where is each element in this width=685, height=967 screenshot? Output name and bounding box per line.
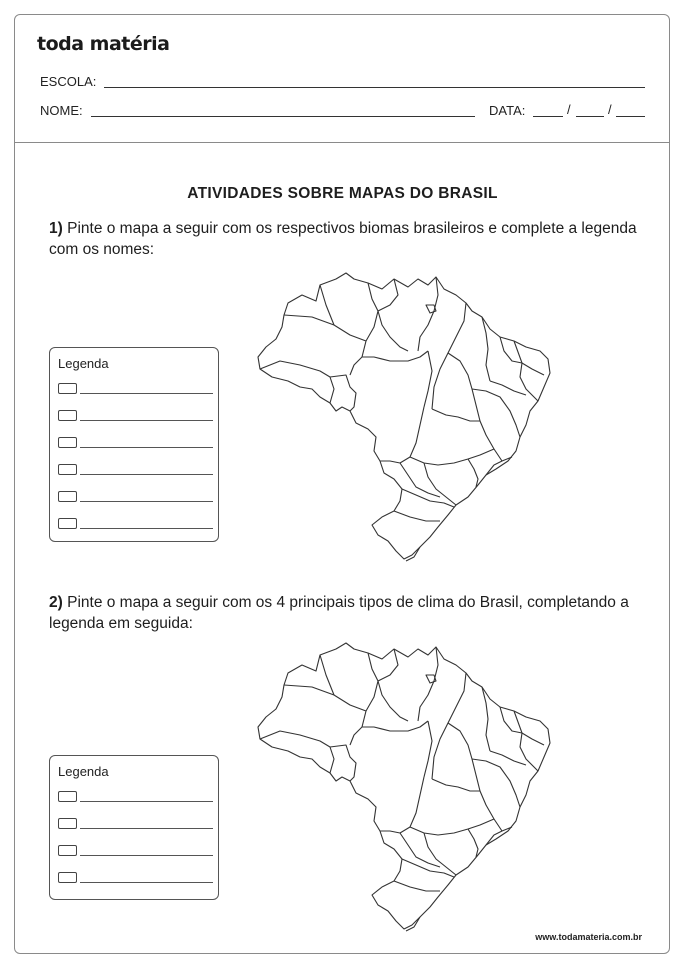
brand-logo: toda matéria [37, 33, 170, 55]
legend-answer-line[interactable] [80, 828, 213, 829]
legend-box-climates [49, 755, 219, 900]
footer-website[interactable]: www.todamateria.com.br [535, 932, 642, 942]
legend-row [58, 872, 213, 884]
legend-swatch[interactable] [58, 872, 77, 883]
legend-row [58, 437, 213, 449]
legend-swatch[interactable] [58, 845, 77, 856]
legend-title: Legenda [58, 764, 109, 779]
legend-row [58, 791, 213, 803]
legend-answer-line[interactable] [80, 420, 213, 421]
page-title: ATIVIDADES SOBRE MAPAS DO BRASIL [187, 185, 498, 202]
legend-swatch[interactable] [58, 464, 77, 475]
legend-answer-line[interactable] [80, 528, 213, 529]
name-label: NOME: [40, 103, 83, 118]
brazil-states-map[interactable] [250, 265, 560, 565]
legend-answer-line[interactable] [80, 855, 213, 856]
legend-row [58, 818, 213, 830]
legend-swatch[interactable] [58, 791, 77, 802]
school-field[interactable] [104, 87, 645, 88]
legend-title: Legenda [58, 356, 109, 371]
date-day-field[interactable] [533, 116, 563, 117]
question-text: Pinte o mapa a seguir com os respectivos biomas brasileiros e complete a legenda com os nomes: [49, 220, 637, 258]
legend-row [58, 410, 213, 422]
question-number: 2) [49, 594, 63, 611]
question-1 [49, 218, 649, 260]
legend-swatch[interactable] [58, 410, 77, 421]
legend-swatch[interactable] [58, 818, 77, 829]
legend-box-biomes [49, 347, 219, 542]
legend-row [58, 845, 213, 857]
legend-answer-line[interactable] [80, 393, 213, 394]
legend-row [58, 518, 213, 530]
brazil-states-map[interactable] [250, 635, 560, 935]
question-number: 1) [49, 220, 63, 237]
name-field[interactable] [91, 116, 475, 117]
legend-answer-line[interactable] [80, 447, 213, 448]
legend-row [58, 383, 213, 395]
date-separator: / [608, 102, 612, 117]
legend-answer-line[interactable] [80, 801, 213, 802]
legend-swatch[interactable] [58, 491, 77, 502]
legend-answer-line[interactable] [80, 882, 213, 883]
legend-swatch[interactable] [58, 383, 77, 394]
legend-row [58, 464, 213, 476]
school-label: ESCOLA: [40, 74, 97, 89]
question-2 [49, 592, 649, 634]
question-text: Pinte o mapa a seguir com os 4 principais tipos de clima do Brasil, completando a legenda em seguida: [49, 594, 629, 632]
legend-answer-line[interactable] [80, 501, 213, 502]
legend-swatch[interactable] [58, 437, 77, 448]
date-month-field[interactable] [576, 116, 604, 117]
date-year-field[interactable] [616, 116, 645, 117]
legend-row [58, 491, 213, 503]
date-label: DATA: [489, 103, 526, 118]
header-divider [14, 142, 670, 143]
date-separator: / [567, 102, 571, 117]
legend-answer-line[interactable] [80, 474, 213, 475]
legend-swatch[interactable] [58, 518, 77, 529]
